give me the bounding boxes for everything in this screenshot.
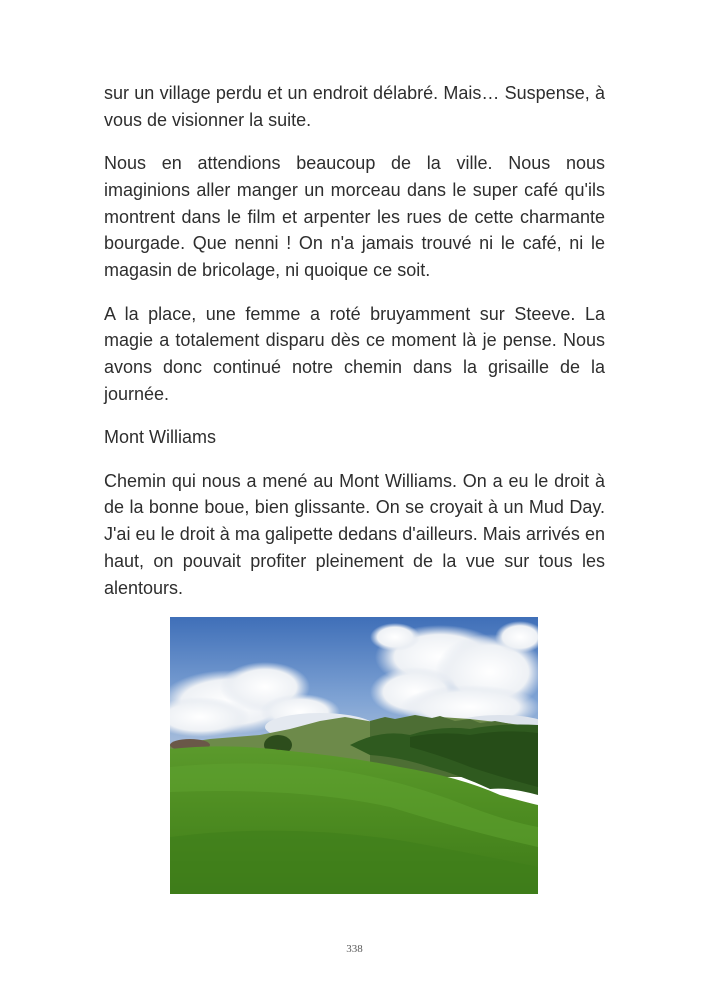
page-number: 338 (346, 943, 363, 955)
paragraph-steeve-incident: A la place, une femme a roté bruyamment sur Steeve. La magie a totalement disparu dès ce moment là je pense. Nous avons donc continué notre chemin dans la grisaille de la journée. (104, 303, 605, 404)
section-heading-mont-williams: Mont Williams (104, 427, 217, 448)
paragraph-mont-williams: Chemin qui nous a mené au Mont Williams. On a eu le droit à de la bonne boue, bien glissante. On se croyait à un Mud Day. J'ai eu le droit à ma galipette dedans d'ailleurs. Mais arrivés en haut, on pouvait profiter pleinement de la vue sur tous les alentours. (104, 470, 605, 598)
landscape-photo (170, 617, 538, 894)
paragraph-town-expectations: Nous en attendions beaucoup de la ville. Nous nous imaginions aller manger un morceau dans le super café qu'ils montrent dans le film et arpenter les rues de cette charmante bourgade. Que nenni ! On n'a jamais trouvé ni le café, ni le magasin de bricolage, ni quoique ce soit. (104, 153, 605, 281)
body-text (104, 80, 605, 618)
paragraph-intro-continuation: sur un village perdu et un endroit délabré. Mais… Suspense, à vous de visionner la suite. (104, 83, 605, 130)
